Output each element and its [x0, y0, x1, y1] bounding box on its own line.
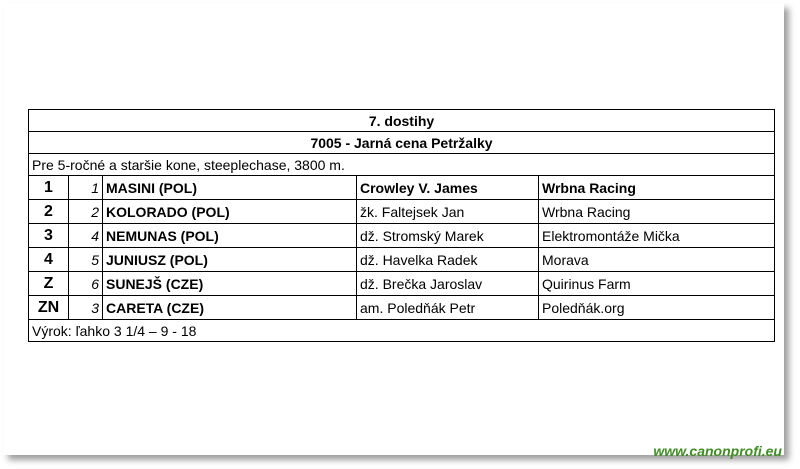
subheading-row [29, 132, 775, 154]
horse-cell: NEMUNAS (POL) [103, 224, 357, 248]
horse-cell: JUNIUSZ (POL) [103, 248, 357, 272]
result-row [29, 200, 775, 224]
race-results-table [28, 109, 775, 342]
jockey-cell: dž. Stromský Marek [357, 224, 539, 248]
race-subheading: 7005 - Jarná cena Petržalky [29, 132, 775, 154]
heading-row [29, 110, 775, 132]
horse-cell: CARETA (CZE) [103, 296, 357, 320]
jockey-cell: žk. Faltejsek Jan [357, 200, 539, 224]
result-row [29, 296, 775, 320]
place-cell: 4 [29, 248, 69, 272]
result-row [29, 248, 775, 272]
race-verdict: Výrok: ľahko 3 1/4 – 9 - 18 [29, 320, 775, 342]
horse-cell: KOLORADO (POL) [103, 200, 357, 224]
result-row [29, 176, 775, 200]
jockey-cell: dž. Havelka Radek [357, 248, 539, 272]
owner-cell: Wrbna Racing [539, 176, 775, 200]
number-cell: 3 [69, 296, 103, 320]
owner-cell: Wrbna Racing [539, 200, 775, 224]
race-conditions: Pre 5-ročné a staršie kone, steeplechase, 3800 m. [29, 154, 775, 176]
result-row [29, 272, 775, 296]
place-cell: 2 [29, 200, 69, 224]
place-cell: 3 [29, 224, 69, 248]
number-cell: 6 [69, 272, 103, 296]
owner-cell: Morava [539, 248, 775, 272]
owner-cell: Quirinus Farm [539, 272, 775, 296]
place-cell: Z [29, 272, 69, 296]
result-row [29, 224, 775, 248]
owner-cell: Poledňák.org [539, 296, 775, 320]
footer-row [29, 320, 775, 342]
number-cell: 1 [69, 176, 103, 200]
owner-cell: Elektromontáže Mička [539, 224, 775, 248]
number-cell: 2 [69, 200, 103, 224]
place-cell: 1 [29, 176, 69, 200]
jockey-cell: Crowley V. James [357, 176, 539, 200]
race-heading: 7. dostihy [29, 110, 775, 132]
jockey-cell: dž. Brečka Jaroslav [357, 272, 539, 296]
watermark: www.canonprofi.eu [653, 443, 782, 459]
horse-cell: MASINI (POL) [103, 176, 357, 200]
number-cell: 4 [69, 224, 103, 248]
conditions-row [29, 154, 775, 176]
number-cell: 5 [69, 248, 103, 272]
jockey-cell: am. Poledňák Petr [357, 296, 539, 320]
place-cell: ZN [29, 296, 69, 320]
horse-cell: SUNEJŠ (CZE) [103, 272, 357, 296]
